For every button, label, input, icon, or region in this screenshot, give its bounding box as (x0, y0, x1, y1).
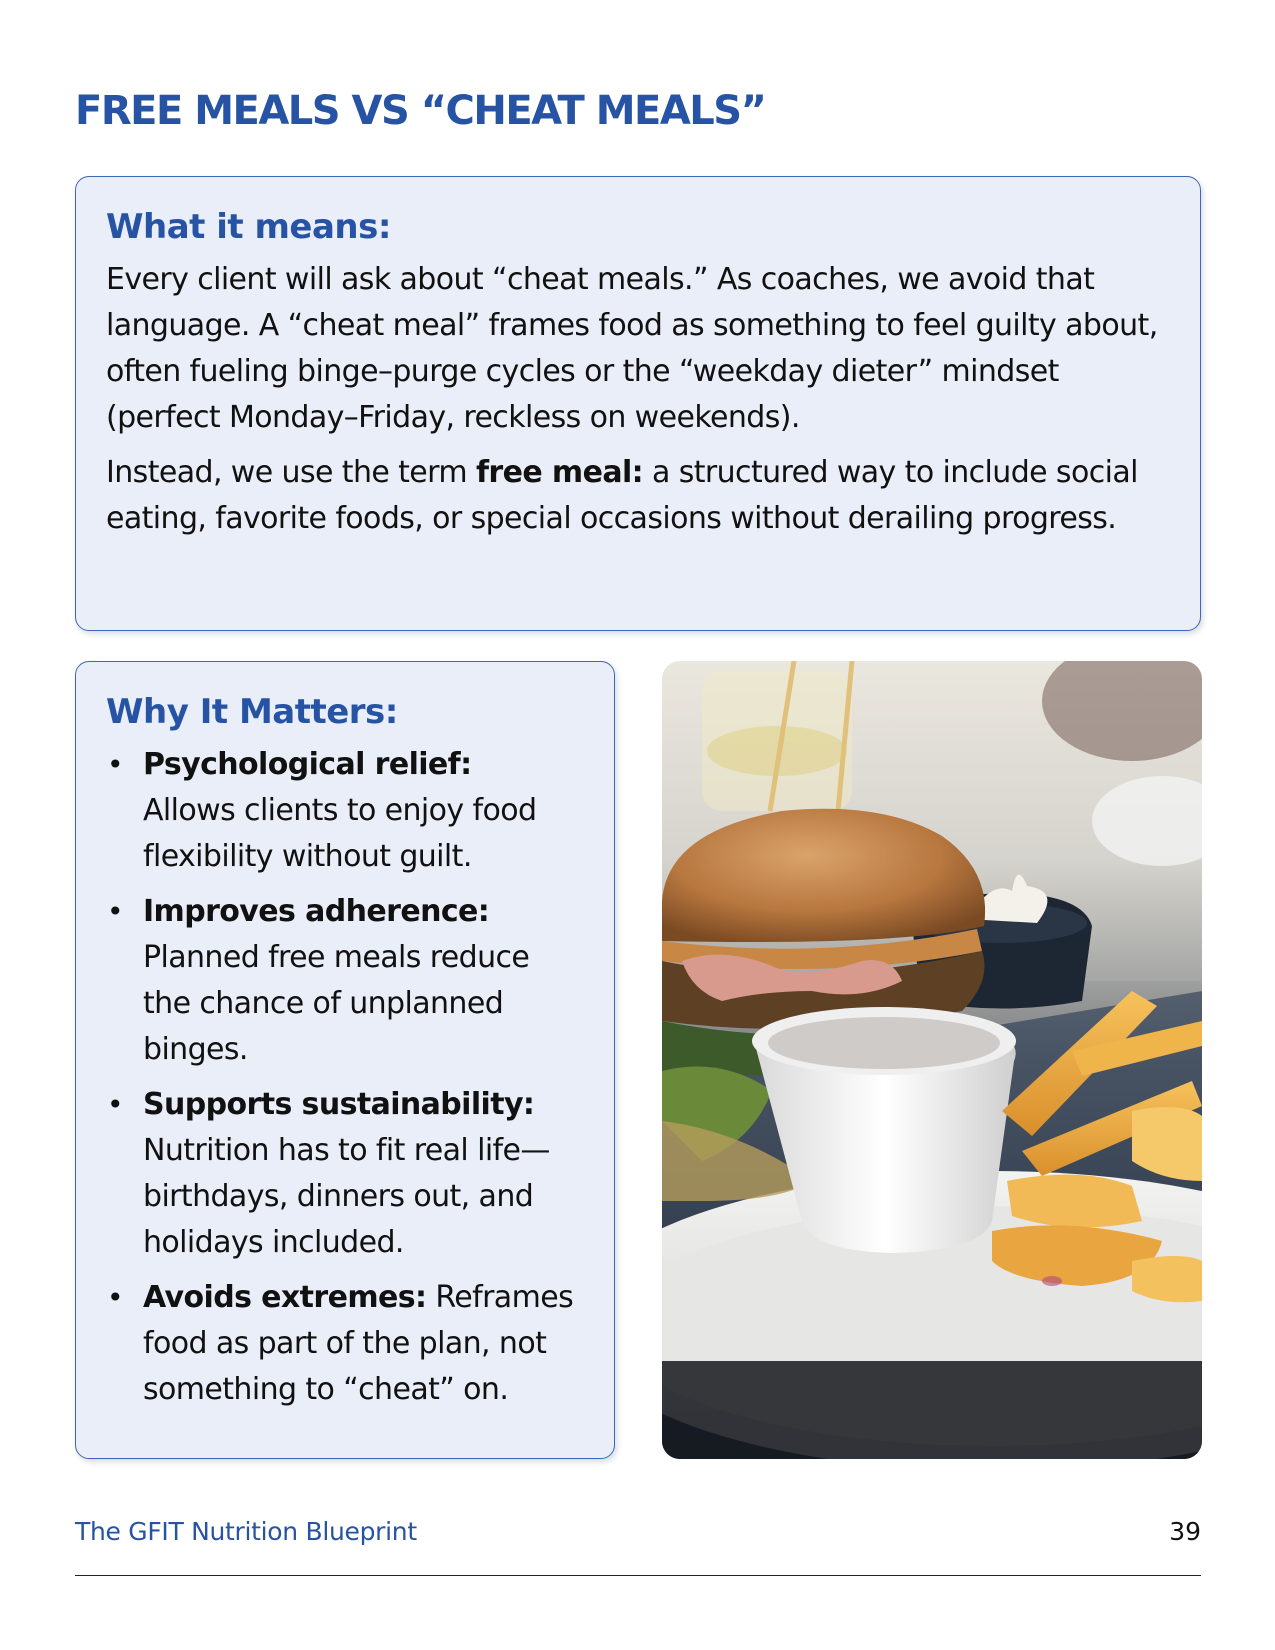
meaning-paragraph-2-rest: a structured way to include social eating, favorite foods, or special occasions without derailing progress. (106, 455, 1138, 536)
list-item (106, 889, 584, 1073)
why-it-matters-card (75, 661, 615, 1459)
list-item (106, 1082, 584, 1266)
meaning-paragraph-2 (106, 450, 1170, 542)
list-item-text: Allows clients to enjoy food flexibility without guilt. (143, 793, 537, 874)
meaning-paragraph-2-intro: Instead, we use the term (106, 455, 476, 490)
bullet-icon: • (107, 1281, 123, 1314)
list-item-text: Planned free meals reduce the chance of unplanned binges. (143, 940, 530, 1067)
what-it-means-heading: What it means: (106, 207, 391, 247)
bullet-icon: • (107, 748, 123, 781)
list-item-text: Reframes food as part of the plan, not something to “cheat” on. (143, 1280, 574, 1407)
footer-divider (75, 1575, 1201, 1576)
bullet-icon: • (107, 1088, 123, 1121)
meaning-paragraph-1: Every client will ask about “cheat meals.” As coaches, we avoid that language. A “cheat meal” frames food as something to feel guilty about, often fueling binge–purge cycles or the “weekday dieter” mindset (perfect Monday–Friday, reckless on weekends). (106, 262, 1158, 435)
list-item (106, 742, 584, 880)
free-meal-term: free meal: (475, 455, 644, 490)
why-it-matters-heading: Why It Matters: (106, 692, 398, 732)
what-it-means-card (75, 176, 1201, 631)
list-item-title: Psychological relief: (143, 747, 472, 782)
list-item-text: Nutrition has to fit real life—birthdays, dinners out, and holidays included. (143, 1133, 550, 1260)
page-number: 39 (1169, 1517, 1201, 1546)
footer-publication-title: The GFIT Nutrition Blueprint (75, 1517, 417, 1546)
page-title: FREE MEALS VS “CHEAT MEALS” (75, 88, 766, 134)
bullet-icon: • (107, 895, 123, 928)
list-item-title: Supports sustainability: (143, 1087, 535, 1122)
why-it-matters-list (106, 742, 584, 1413)
list-item-title: Avoids extremes: (143, 1280, 427, 1315)
list-item (106, 1275, 584, 1413)
list-item-title: Improves adherence: (143, 894, 490, 929)
burger-fries-photo (662, 661, 1202, 1459)
